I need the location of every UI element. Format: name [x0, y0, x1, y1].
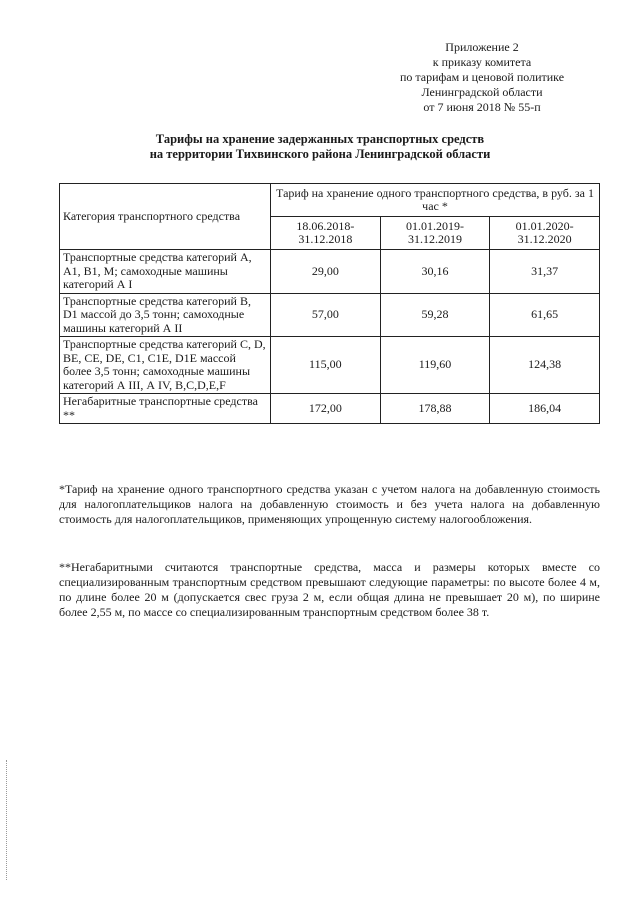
appendix-block [372, 40, 592, 115]
tariff-cell: 29,00 [271, 250, 381, 294]
tariff-cell: 172,00 [271, 394, 381, 424]
tariff-cell: 59,28 [380, 293, 490, 337]
table-row [60, 293, 600, 337]
table-row [60, 337, 600, 394]
document-title [0, 132, 640, 162]
title-line-2: на территории Тихвинского района Ленинградской области [149, 147, 491, 161]
tariff-cell: 119,60 [380, 337, 490, 394]
tariff-column-header: Тариф на хранение одного транспортного средства, в руб. за 1 час * [271, 184, 600, 217]
appendix-line: к приказу комитета [432, 55, 532, 69]
table-header-row [60, 184, 600, 217]
tariff-cell: 124,38 [490, 337, 600, 394]
category-cell: Транспортные средства категорий В, D1 массой до 3,5 тонн; самоходные машины категорий А II [60, 293, 271, 337]
category-cell: Транспортные средства категорий С, D, ВЕ, СЕ, DE, С1, С1Е, D1E массой более 3,5 тонн; самоходные машины категорий А III, А IV, В,С,D,E,F [60, 337, 271, 394]
appendix-line: Приложение 2 [445, 40, 519, 54]
tariff-cell: 61,65 [490, 293, 600, 337]
footnote-oversize: **Негабаритными считаются транспортные средства, масса и размеры которых вместе со специализированным транспортным средством превышают следующие параметры: по высоте более 4 м, по длине более 20 м (допускается свес груза 2 м, если общая длина не превышает 20 м), по ширине более 2,55 м, по массе со специализированным транспортным средством более 38 т. [59, 560, 600, 619]
tariff-cell: 30,16 [380, 250, 490, 294]
table-row [60, 394, 600, 424]
tariff-cell: 31,37 [490, 250, 600, 294]
category-column-header: Категория транспортного средства [60, 184, 271, 250]
tariff-cell: 115,00 [271, 337, 381, 394]
period-header: 01.01.2019-31.12.2019 [380, 217, 490, 250]
tariff-cell: 178,88 [380, 394, 490, 424]
appendix-line: от 7 июня 2018 № 55-п [423, 100, 541, 114]
category-cell: Негабаритные транспортные средства ** [60, 394, 271, 424]
footnote-vat: *Тариф на хранение одного транспортного средства указан с учетом налога на добавленную стоимость для налогоплательщиков налога на добавленную стоимость и без учета налога на добавленную стоимость для налогоплательщиков, применяющих упрощенную систему налогообложения. [59, 482, 600, 526]
tariff-table [59, 183, 600, 424]
category-cell: Транспортные средства категорий А, А1, В1, М; самоходные машины категорий А I [60, 250, 271, 294]
period-header: 01.01.2020-31.12.2020 [490, 217, 600, 250]
tariff-cell: 186,04 [490, 394, 600, 424]
table-row [60, 250, 600, 294]
period-header: 18.06.2018-31.12.2018 [271, 217, 381, 250]
scan-margin-marks [6, 760, 9, 880]
tariff-cell: 57,00 [271, 293, 381, 337]
appendix-line: по тарифам и ценовой политике [399, 70, 565, 84]
appendix-line: Ленинградской области [421, 85, 543, 99]
title-line-1: Тарифы на хранение задержанных транспортных средств [155, 132, 485, 146]
